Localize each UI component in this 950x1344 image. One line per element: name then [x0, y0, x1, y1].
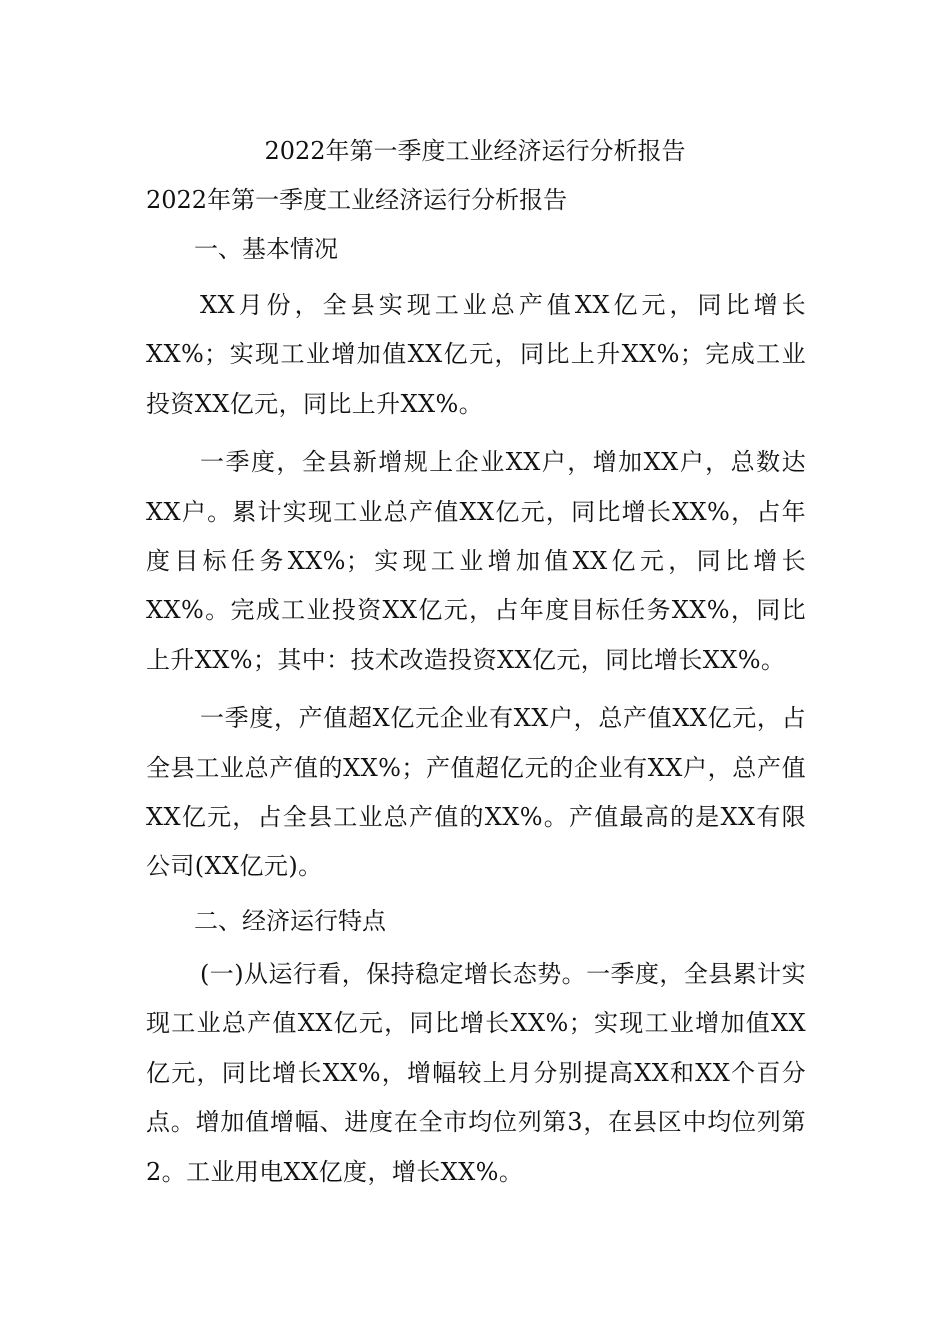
section-heading-basic-situation: 一、基本情况 — [194, 235, 338, 263]
paragraph: XX月份，全县实现工业总产值XX亿元，同比增长XX%；实现工业增加值XX亿元，同比上升XX%；完成工业投资XX亿元，同比上升XX%。 — [146, 291, 806, 418]
paragraph: (一)从运行看，保持稳定增长态势。一季度，全县累计实现工业总产值XX亿元，同比增长XX%；实现工业增加值XX亿元，同比增长XX%，增幅较上月分别提高XX和XX个百分点。增加值增幅、进度在全市均位列第3，在县区中均位列第2。工业用电XX亿度，增长XX%。 — [146, 959, 806, 1186]
paragraph: 一季度，全县新增规上企业XX户，增加XX户，总数达XX户。累计实现工业总产值XX亿元，同比增长XX%，占年度目标任务XX%；实现工业增加值XX亿元，同比增长XX%。完成工业投资XX亿元，占年度目标任务XX%，同比上升XX%；其中：技术改造投资XX亿元，同比增长XX%。 — [146, 448, 806, 674]
section-heading-economic-features: 二、经济运行特点 — [194, 906, 386, 935]
document-body — [146, 180, 806, 1197]
paragraph: 一季度，产值超X亿元企业有XX户，总产值XX亿元，占全县工业总产值的XX%；产值超亿元的企业有XX户，总产值XX亿元，占全县工业总产值的XX%。产值最高的是XX有限公司(XX亿元)。 — [146, 704, 806, 881]
document-subtitle: 2022年第一季度工业经济运行分析报告 — [146, 186, 568, 214]
document-title: 2022年第一季度工业经济运行分析报告 — [264, 137, 686, 165]
